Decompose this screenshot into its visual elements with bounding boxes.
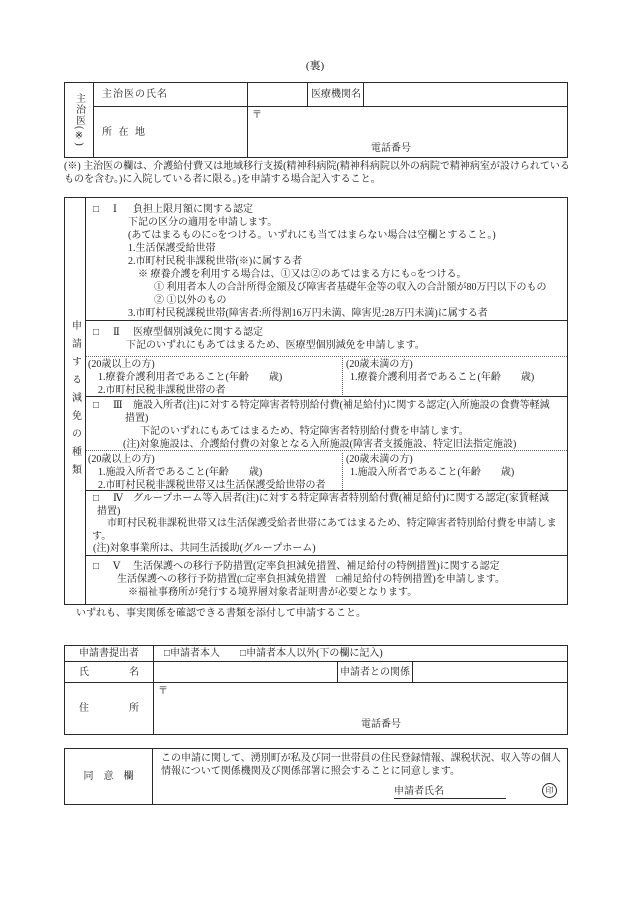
consent-text: この申請に関して、湧別町が私及び同一世帯員の住民登録情報、課税状況、収入等の個人情報について関係機関及び関係部署に照会することに同意します。: [161, 753, 561, 777]
section-3-under20-column: [343, 453, 567, 491]
submitter-type-row: [65, 646, 567, 662]
section-3-checkbox[interactable]: □: [93, 399, 100, 411]
section-1-numeral: Ⅰ: [113, 204, 117, 215]
section-3-age-columns: [86, 451, 567, 491]
consent-body: [153, 749, 567, 804]
section-1-upper-limit: [86, 198, 567, 320]
section-4-line: 市町村民税非課税世帯又は生活保護受給者世帯にあてはまるため、特定障害者特別給付費を申請しま: [107, 518, 557, 530]
relation-label: 申請者との関係: [338, 662, 413, 682]
section-5-title: 生活保護への移行予防措置(定率負担減免措置、補足給付の特例措置)に関する認定: [133, 561, 500, 573]
section-2-age-columns: [86, 357, 567, 396]
section-3-numeral: Ⅲ: [113, 399, 123, 411]
doctor-name-row: [94, 83, 567, 107]
consent-table: [64, 748, 568, 805]
section-1-line: ※ 療養介護を利用する場合は、①又は②のあてはまる方にも○をつける。: [138, 269, 467, 280]
section-2-line: 下記のいずれにもあてはまるため、医療型個別減免を申請します。: [126, 339, 425, 351]
doctor-address-label: 所 在 地: [94, 107, 248, 157]
submitter-phone-label: 電話番号: [361, 719, 401, 730]
section-4-title2: 措置): [97, 505, 121, 517]
doctor-note: (※) 主治医の欄は、介護給付費又は地域移行支援(精神科病院(精神科病院以外の病院で精神病室が設けられているものを含む。)に入院している者に限る。)を申請する場合記入すること。: [64, 161, 570, 185]
doctor-name-label: 主治医の氏名: [94, 83, 248, 106]
section-5-checkbox[interactable]: □: [93, 561, 100, 573]
over20-header: (20歳以上の方): [88, 453, 155, 465]
attending-doctor-table: [64, 82, 568, 158]
section-1-line: 下記の区分の適用を申請します。: [128, 217, 278, 228]
section-3-title: 施設入所者(注)に対する特定障害者特別給付費(補足給付)に関する認定(入所施設の食費等軽減: [133, 399, 550, 411]
section-2-checkbox[interactable]: □: [93, 326, 100, 338]
submitter-address-row: [65, 683, 567, 734]
exemption-vertical-label: 申請する減免の種類: [69, 320, 81, 482]
section-1-checkbox[interactable]: □: [93, 204, 100, 215]
page-side-label: (裏): [305, 60, 325, 72]
section-3-header: [86, 397, 567, 451]
doctor-phone-label: 電話番号: [371, 143, 411, 154]
section-3-facility-resident: [86, 396, 567, 491]
consent-label: 同 意 欄: [65, 749, 153, 804]
section-3-line: 下記のいずれにもあてはまるため、特定障害者特別給付費を申請します。: [140, 425, 469, 437]
medical-institution-label: 医療機関名: [308, 83, 364, 106]
section-5-line: 生活保護への移行予防措置(□定率負担減免措置 □補足給付の特例措置)を申請します。: [117, 574, 505, 586]
submitter-self-checkbox-option[interactable]: □申請者本人: [164, 648, 221, 659]
section-4-checkbox[interactable]: □: [93, 493, 100, 505]
submitter-address-label: 住 所: [65, 683, 154, 734]
submitter-label: 申請書提出者: [65, 646, 154, 661]
section-1-line: 3.市町村民税課税世帯(障害者:所得割16万円未満、障害児:28万円未満)に属する者: [128, 308, 488, 319]
section-1-line: 1.生活保護受給世帯: [128, 243, 216, 254]
section-2-medical-reduction: [86, 320, 567, 396]
doctor-address-field[interactable]: [248, 107, 567, 157]
seal-icon: 印: [542, 783, 557, 798]
section-5-note: ※福祉事務所が発行する境界層対象者証明書が必要となります。: [128, 587, 418, 599]
consent-signature-row: [394, 783, 557, 799]
applicant-signature-field[interactable]: 申請者氏名: [394, 785, 506, 799]
section-4-title: グループホーム等入居者(注)に対する特定障害者特別給付費(補足給付)に関する認定(家賃軽減: [133, 493, 549, 505]
section-1-title-row: [86, 203, 567, 216]
section-5-welfare-transition: [86, 555, 567, 604]
section-4-line: す。: [92, 530, 112, 542]
postal-mark: 〒: [158, 686, 168, 697]
section-2-title: 医療型個別減免に関する認定: [133, 326, 263, 338]
medical-institution-field[interactable]: [364, 83, 567, 106]
section-5-numeral: Ⅴ: [113, 561, 121, 573]
exemption-vertical-label-cell: [65, 198, 86, 604]
submitter-address-field[interactable]: [154, 683, 567, 734]
section-3-note: (注)対象施設は、介護給付費の対象となる入所施設(障害者支援施設、特定旧法指定施設): [123, 438, 517, 450]
under20-item: 1.施設入所者であること(年齢 歳): [350, 466, 515, 478]
section-3-title2: 措置): [125, 412, 149, 424]
under20-item: 1.療養介護利用者であること(年齢 歳): [350, 371, 535, 383]
section-4-numeral: Ⅳ: [113, 493, 123, 505]
under20-header: (20歳未満の方): [346, 453, 413, 465]
section-1-line: 2.市町村民税非課税世帯(※)に属する者: [128, 256, 303, 267]
section-3-over20-column: [86, 453, 343, 491]
relation-field[interactable]: [413, 662, 567, 682]
submitter-name-field[interactable]: [154, 662, 338, 682]
submitter-name-row: [65, 662, 567, 683]
over20-item: 2.市町村民税非課税世帯の者: [98, 384, 226, 396]
section-2-over20-column: [86, 358, 343, 396]
section-2-header: [86, 321, 567, 357]
section-4-group-home: [86, 490, 567, 555]
over20-header: (20歳以上の方): [88, 358, 155, 370]
over20-item: 1.施設入所者であること(年齢 歳): [98, 466, 263, 478]
submitter-other-checkbox-option[interactable]: □申請者本人以外(下の欄に記入): [240, 648, 383, 659]
section-4-note: (注)対象事業所は、共同生活援助(グループホーム): [93, 543, 316, 555]
section-1-line: ① 利用者本人の合計所得金額及び障害者基礎年金等の収入の合計額が80万円以下のもの: [154, 282, 547, 293]
postal-mark: 〒: [252, 110, 262, 121]
over20-item: 2.市町村民税非課税世帯又は生活保護受給世帯の者: [98, 479, 326, 491]
doctor-address-row: [94, 107, 567, 157]
section-2-under20-column: [343, 358, 567, 396]
submitter-table: [64, 645, 568, 735]
under20-header: (20歳未満の方): [346, 358, 413, 370]
section-1-line: (あてはまるものに○をつける。いずれにも当てはまらない場合は空欄とすること。): [128, 230, 496, 241]
submitter-name-label: 氏 名: [65, 662, 154, 682]
section-1-title: 負担上限月額に関する認定: [133, 204, 253, 215]
attachment-note: いずれも、事実関係を確認できる書類を添付して申請すること。: [76, 608, 366, 619]
section-1-line: ② ①以外のもの: [154, 295, 227, 306]
doctor-vertical-label-cell: [65, 83, 94, 157]
doctor-vertical-label: 主治医(※): [73, 93, 85, 147]
exemption-type-table: [64, 197, 568, 605]
over20-item: 1.療養介護利用者であること(年齢 歳): [98, 371, 283, 383]
section-2-numeral: Ⅱ: [113, 326, 120, 338]
doctor-name-field[interactable]: [248, 83, 308, 106]
